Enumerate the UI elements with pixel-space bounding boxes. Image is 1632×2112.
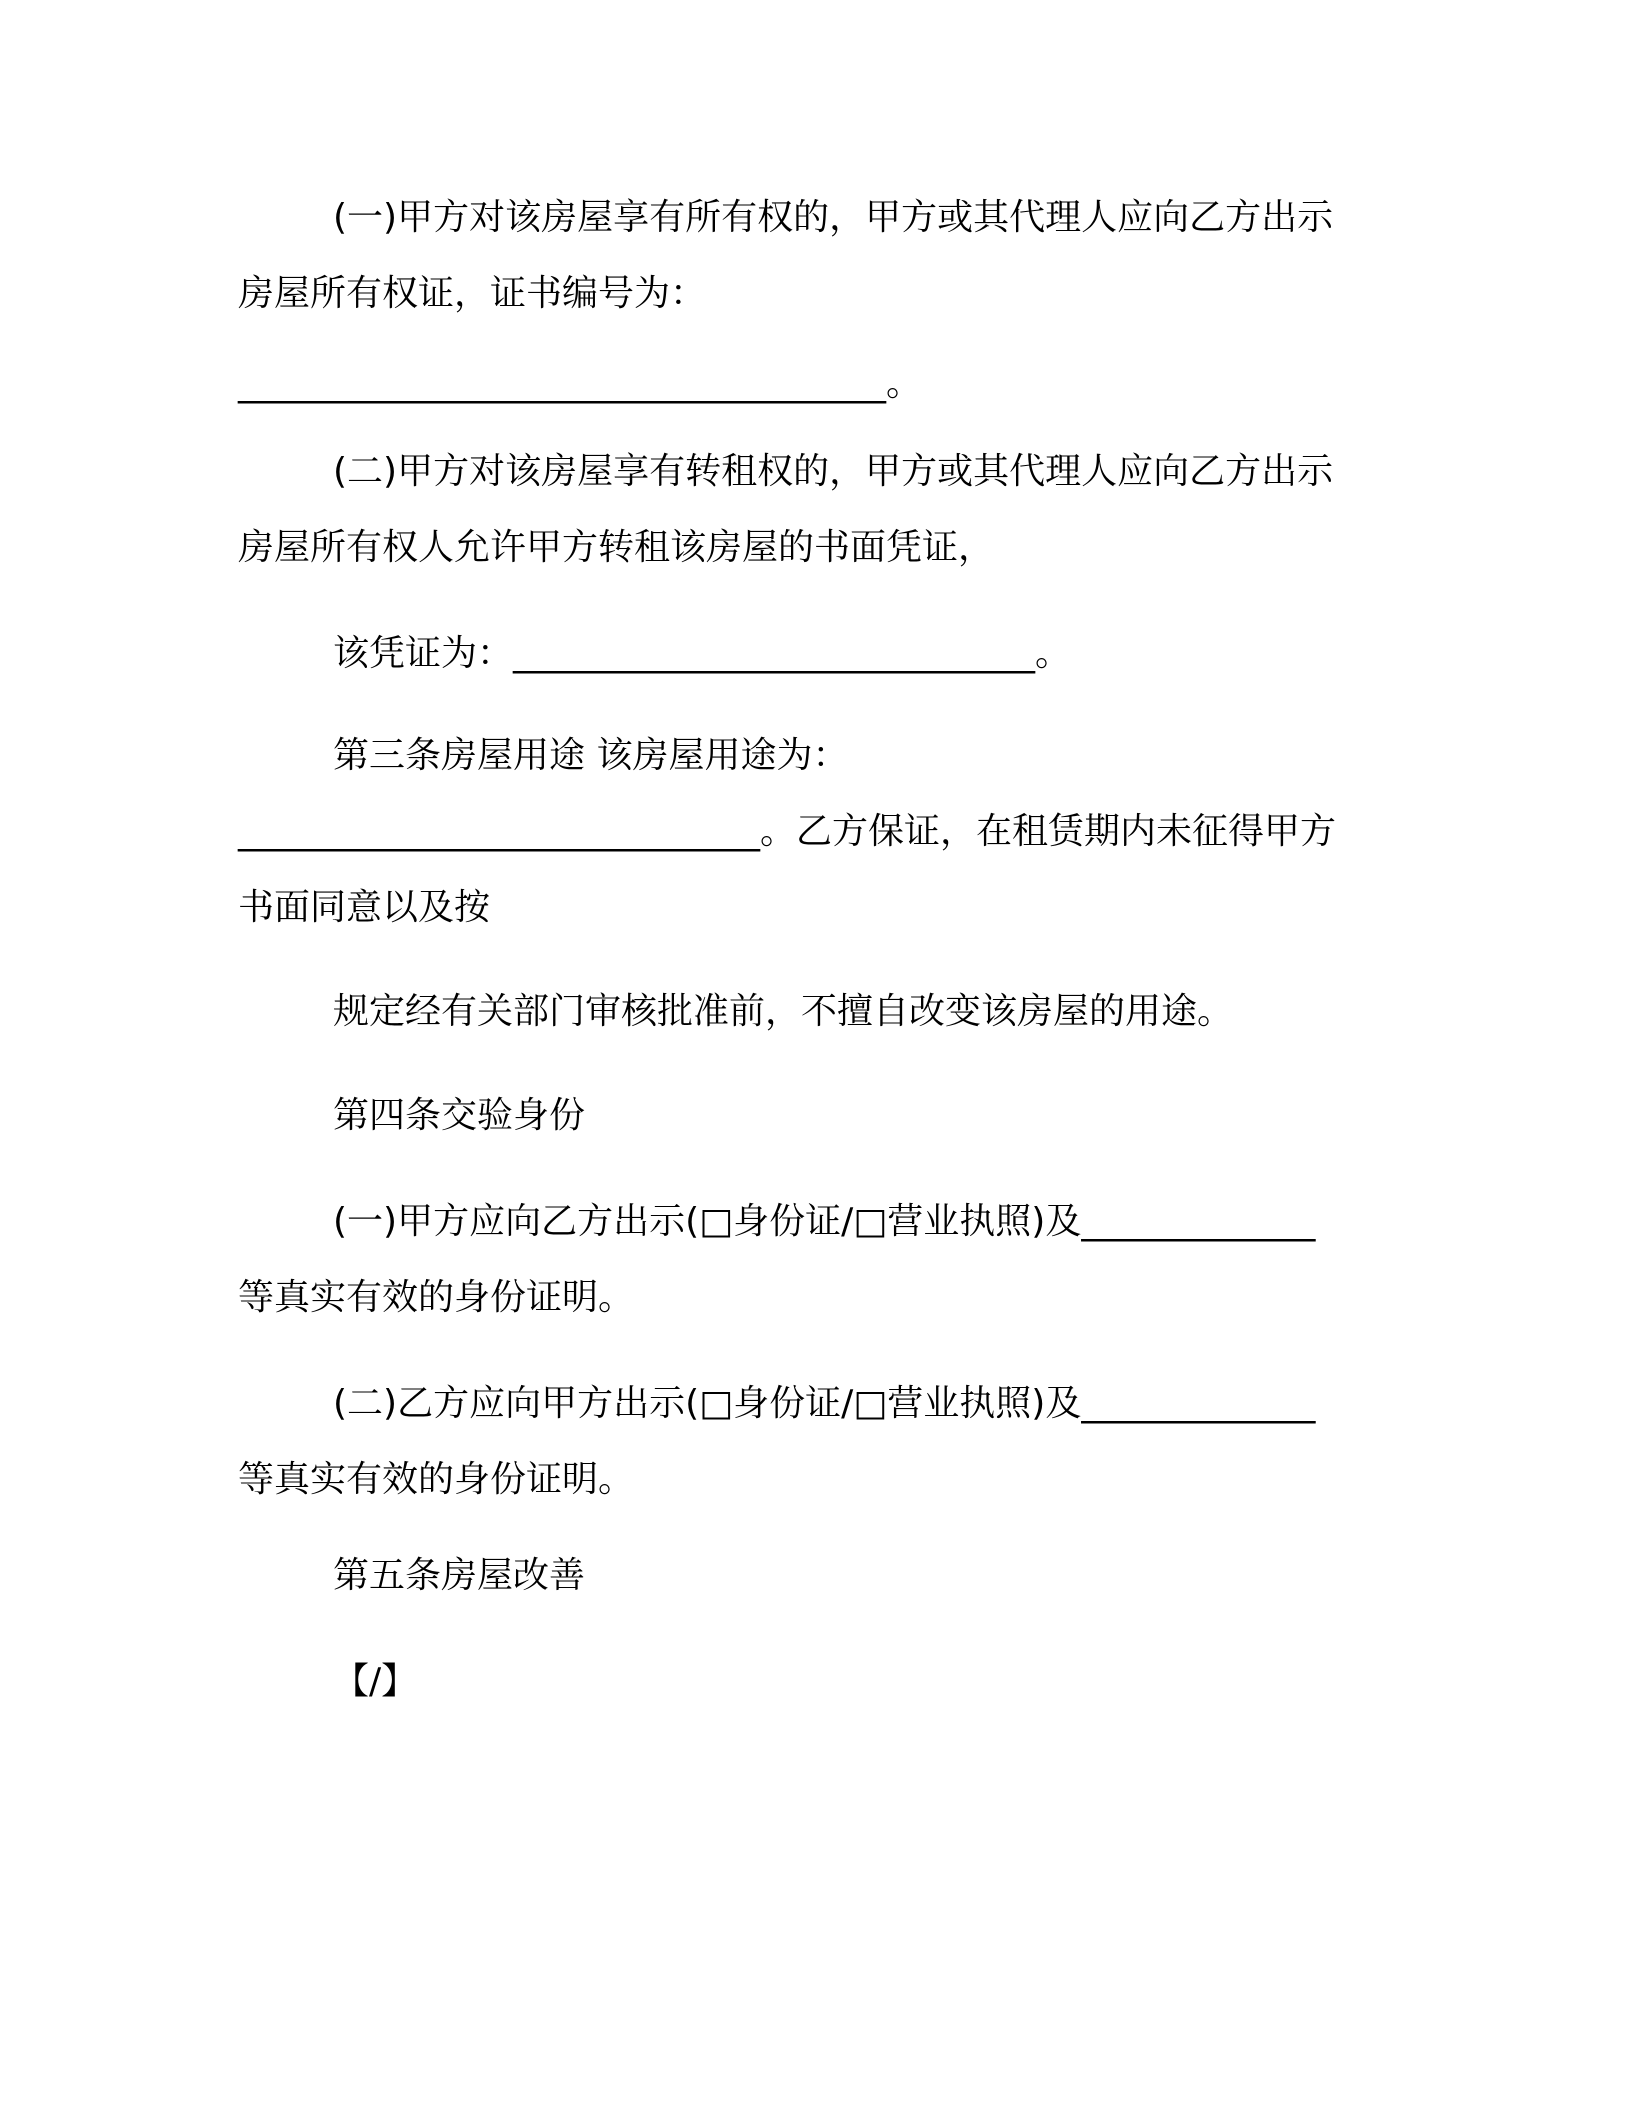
article-4-heading: 第四条交验身份 xyxy=(333,1095,586,1136)
clause-4-1-line-2: 等真实有效的身份证明。 xyxy=(238,1277,635,1318)
voucher-blank-line: 该凭证为：_____________________________。 xyxy=(333,633,1072,674)
article-3-line-4: 规定经有关部门审核批准前，不擅自改变该房屋的用途。 xyxy=(333,991,1234,1032)
clause-3-1-line-2: 房屋所有权证，证书编号为： xyxy=(238,273,707,314)
clause-4-2-line-1: (二)乙方应向甲方出示(□身份证/□营业执照)及_____________ xyxy=(333,1383,1316,1424)
clause-4-1-line-1: (一)甲方应向乙方出示(□身份证/□营业执照)及_____________ xyxy=(333,1201,1316,1242)
clause-3-2-line-2: 房屋所有权人允许甲方转租该房屋的书面凭证， xyxy=(238,527,995,568)
certificate-number-blank: ____________________________________。 xyxy=(238,363,922,404)
article-3-heading: 第三条房屋用途 该房屋用途为： xyxy=(333,735,849,776)
clause-3-1-line-1: (一)甲方对该房屋享有所有权的，甲方或其代理人应向乙方出示 xyxy=(333,197,1334,238)
article-3-line-2: _____________________________。乙方保证，在租赁期内未征得甲方 xyxy=(238,811,1337,852)
clause-3-2-line-1: (二)甲方对该房屋享有转租权的，甲方或其代理人应向乙方出示 xyxy=(333,451,1334,492)
article-5-heading: 第五条房屋改善 xyxy=(333,1555,586,1596)
clause-4-2-line-2: 等真实有效的身份证明。 xyxy=(238,1459,635,1500)
bracket-placeholder: 【/】 xyxy=(333,1661,418,1702)
article-3-line-3: 书面同意以及按 xyxy=(238,887,491,928)
